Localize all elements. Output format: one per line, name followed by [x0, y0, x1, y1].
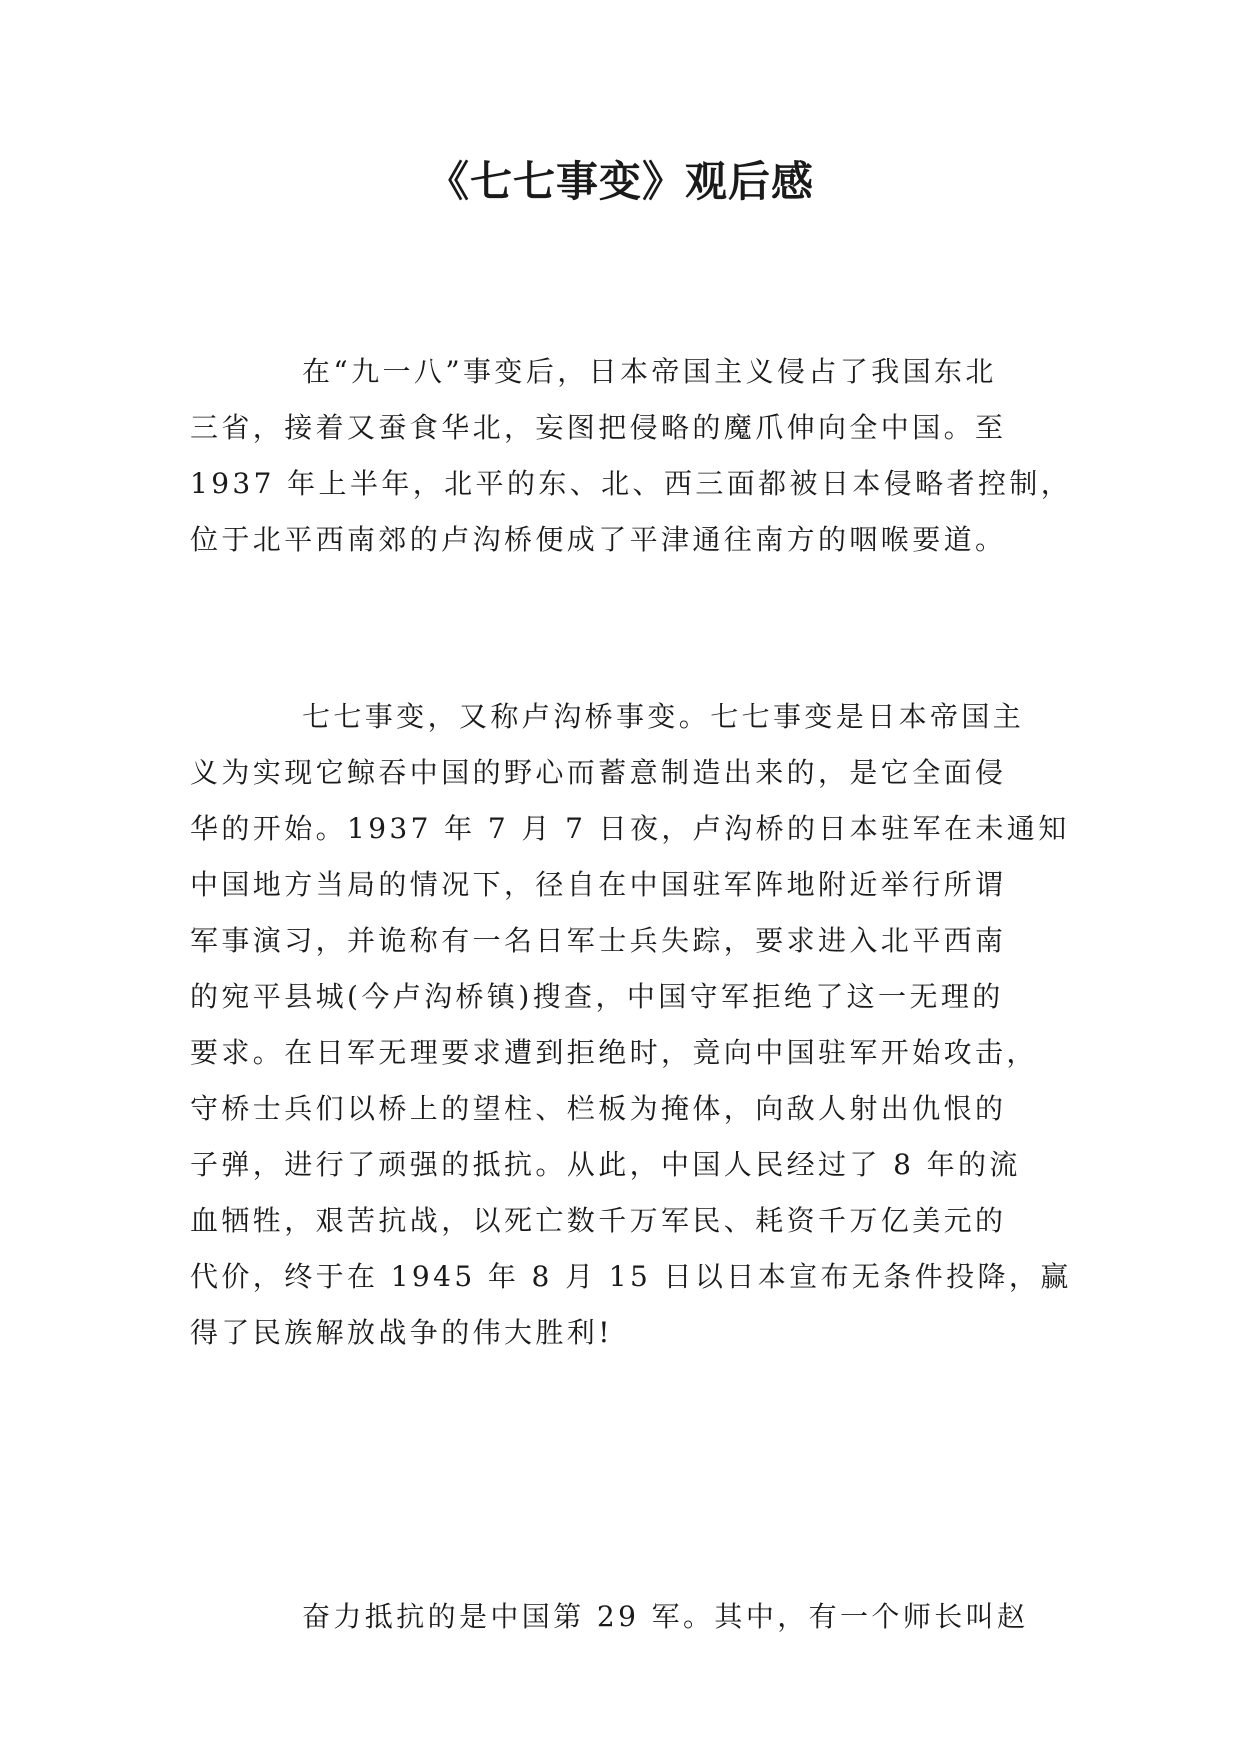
paragraph-line: 华的开始。1937 年 7 月 7 日夜，卢沟桥的日本驻军在未通知 [190, 812, 1070, 845]
paragraph-line: 奋力抵抗的是中国第 29 军。其中，有一个师长叫赵 [302, 1600, 1029, 1633]
paragraph-line: 要求。在日军无理要求遭到拒绝时，竟向中国驻军开始攻击， [190, 1036, 1038, 1069]
paragraph-line: 得了民族解放战争的伟大胜利! [190, 1316, 613, 1349]
paragraph-line: 代价，终于在 1945 年 8 月 15 日以日本宣布无条件投降，赢 [190, 1260, 1072, 1293]
paragraph-1 [190, 344, 1073, 568]
paragraph-line: 血牺牲，艰苦抗战，以死亡数千万军民、耗资千万亿美元的 [190, 1204, 1007, 1237]
paragraph-line: 在“九一八”事变后，日本帝国主义侵占了我国东北 [302, 355, 997, 388]
paragraph-line: 三省，接着又蚕食华北，妄图把侵略的魔爪伸向全中国。至 [190, 411, 1007, 444]
paragraph-line: 义为实现它鲸吞中国的野心而蓄意制造出来的，是它全面侵 [190, 756, 1007, 789]
paragraph-3 [190, 1589, 1070, 1645]
paragraph-line: 七七事变，又称卢沟桥事变。七七事变是日本帝国主 [302, 700, 1025, 733]
paragraph-line: 子弹，进行了顽强的抵抗。从此，中国人民经过了 8 年的流 [190, 1148, 1021, 1181]
paragraph-line: 的宛平县城(今卢沟桥镇)搜查，中国守军拒绝了这一无理的 [190, 980, 1004, 1013]
paragraph-line: 守桥士兵们以桥上的望柱、栏板为掩体，向敌人射出仇恨的 [190, 1092, 1007, 1125]
paragraph-line: 中国地方当局的情况下，径自在中国驻军阵地附近举行所谓 [190, 868, 1007, 901]
paragraph-line: 1937 年上半年，北平的东、北、西三面都被日本侵略者控制， [190, 467, 1073, 500]
document-title: 《七七事变》观后感 [426, 157, 814, 206]
paragraph-line: 军事演习，并诡称有一名日军士兵失踪，要求进入北平西南 [190, 924, 1007, 957]
paragraph-line: 位于北平西南郊的卢沟桥便成了平津通往南方的咽喉要道。 [190, 523, 1007, 556]
paragraph-2 [190, 689, 1070, 1361]
